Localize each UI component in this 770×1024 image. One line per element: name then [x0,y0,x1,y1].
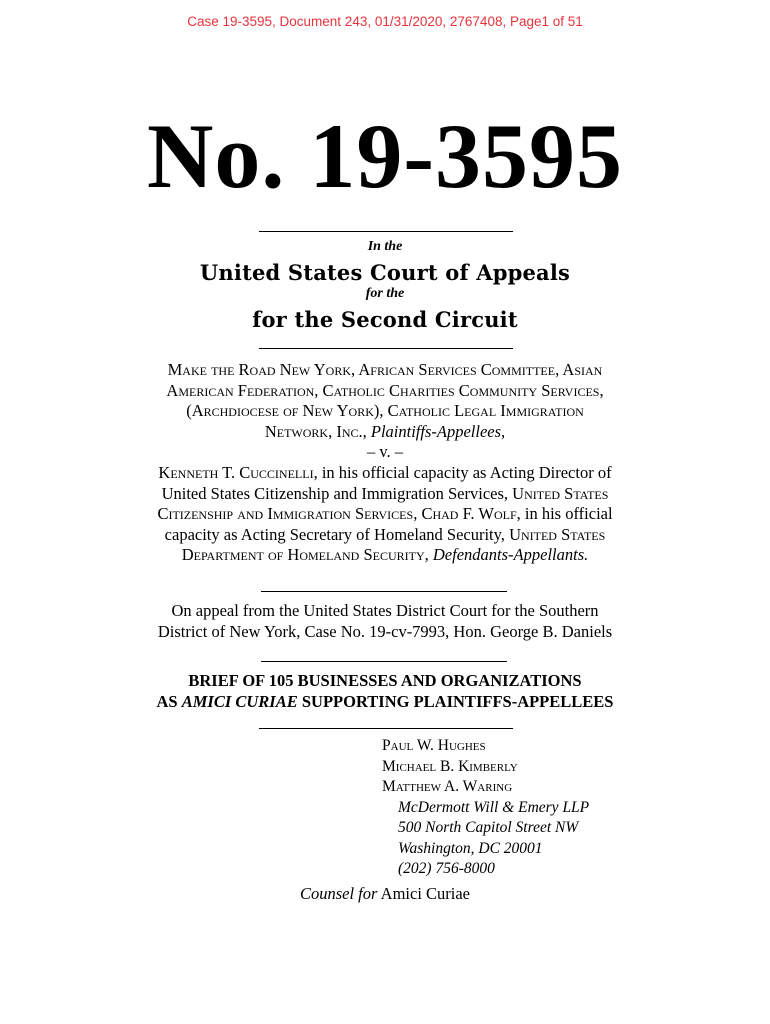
document-header: Case 19-3595, Document 243, 01/31/2020, 2767408, Page1 of 51 [187,14,583,29]
counsel-for [0,884,770,904]
defendants-line [0,545,770,566]
counsel-name: Matthew A. Waring [382,778,513,795]
defendant-name: Kenneth T. Cuccinelli [158,462,314,482]
divider [259,348,513,349]
plaintiffs-role: Plaintiffs-Appellees [370,421,502,441]
defendant-name: United States [512,483,609,503]
defendants-line [0,525,770,546]
defendant-text: capacity as Acting Secretary of Homeland Security, [164,524,510,544]
plaintiffs-line: (Archdiocese of New York), Catholic Legal Immigration [186,401,584,421]
parties-block [0,360,770,566]
circuit-name: for the Second Circuit [252,307,518,332]
case-number: No. 19-3595 [146,105,624,207]
brief-title-line: BRIEF OF 105 BUSINESSES AND ORGANIZATIONS [188,671,582,690]
court-name: United States Court of Appeals [199,260,571,285]
defendants-line [0,504,770,525]
counsel-name: Paul W. Hughes [382,737,486,754]
law-firm: McDermott Will & Emery LLP [398,798,590,816]
amici-curiae-text: AMICI CURIAE [181,692,298,711]
defendants-line [0,463,770,484]
brief-text: SUPPORTING PLAINTIFFS-APPELLEES [301,692,614,711]
divider [261,661,507,662]
brief-text: AS [156,692,178,711]
divider [261,591,507,592]
defendant-name: Department of Homeland Security, [181,545,429,565]
appeal-info [0,600,770,642]
divider [259,231,513,232]
plaintiffs-line: Network, Inc., Plaintiffs-Appellees, [264,421,506,441]
counsel-for-party: Amici Curiae [380,884,471,903]
plaintiffs-line: Make the Road New York, African Services Committee, Asian [167,360,603,379]
appeal-line: District of New York, Case No. 19-cv-7993, Hon. George B. Daniels [157,622,613,641]
defendant-text: , in his official capacity as Acting Director of [313,462,612,482]
for-the-label: for the [365,286,405,301]
plaintiffs-name: Network, Inc., [264,421,367,441]
versus: – v. – [366,442,404,462]
defendant-name: Citizenship and Immigration Services, Chad F. Wolf [157,504,517,524]
defendant-text: United States Citizenship and Immigration Services, [161,483,513,503]
address-street: 500 North Capitol Street NW [398,819,579,836]
brief-title-line [0,691,770,712]
counsel-for-label: Counsel for [299,884,378,903]
divider [259,728,513,729]
defendants-role: Defendants-Appellants. [432,545,589,565]
defendants-line [0,484,770,505]
plaintiffs-line: American Federation, Catholic Charities Community Services, [166,380,604,400]
appeal-line: On appeal from the United States District Court for the Southern [171,601,599,620]
brief-title [0,670,770,712]
defendant-name: United States [509,524,606,544]
in-the-label: In the [367,239,403,254]
address-city: Washington, DC 20001 [398,839,543,857]
phone-number: (202) 756-8000 [398,860,495,877]
counsel-block [382,736,589,880]
counsel-name: Michael B. Kimberly [382,757,518,775]
defendant-text: , in his official [516,504,613,524]
